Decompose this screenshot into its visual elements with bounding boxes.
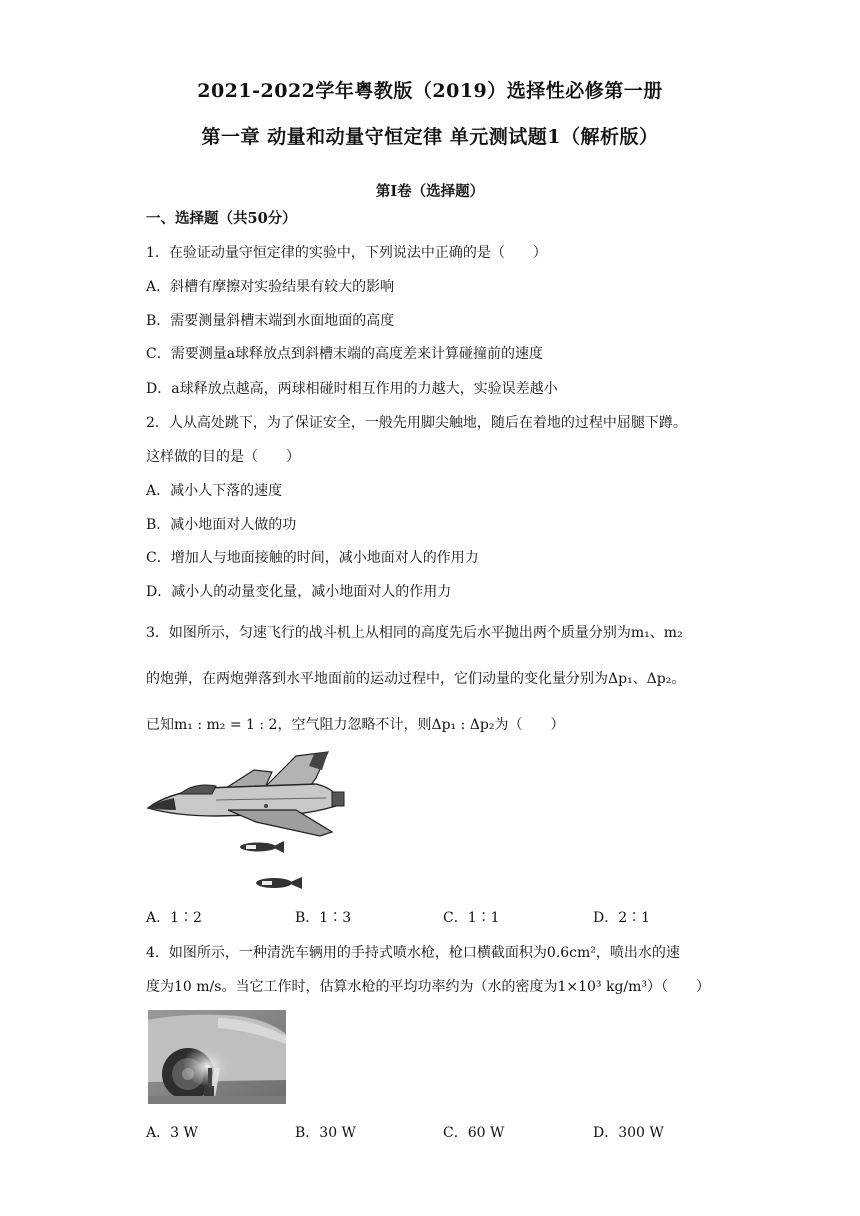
section-heading: 一、选择题（共50分） — [146, 210, 297, 227]
q2-option-d: D．减小人的动量变化量，减小地面对人的作用力 — [146, 584, 452, 600]
q3-stem-line1: 3．如图所示，匀速飞行的战斗机上从相同的高度先后水平抛出两个质量分别为m₁、m₂ — [146, 625, 683, 641]
q2-option-c: C．增加人与地面接触的时间，减小地面对人的作用力 — [146, 550, 479, 566]
q3-option-a: A．1∶2 — [146, 910, 202, 926]
exam-title-line2: 第一章 动量和动量守恒定律 单元测试题1（解析版） — [201, 126, 659, 148]
q4-option-d: D．300 W — [593, 1125, 664, 1141]
q1-stem: 1．在验证动量守恒定律的实验中，下列说法中正确的是（ ） — [146, 245, 547, 261]
q2-option-a: A．减小人下落的速度 — [146, 483, 283, 499]
q4-stem-line1: 4．如图所示，一种清洗车辆用的手持式喷水枪，枪口横截面积为0.6cm²，喷出水的速 — [146, 945, 680, 961]
q3-stem-line2: 的炮弹，在两炮弹落到水平地面前的运动过程中，它们动量的变化量分别为Δp₁、Δp₂。 — [146, 671, 686, 687]
volume-heading: 第Ⅰ卷（选择题） — [375, 183, 485, 200]
car-wash-photo — [148, 1010, 286, 1104]
q2-stem-line2: 这样做的目的是（ ） — [146, 449, 300, 465]
q1-option-c: C．需要测量a球释放点到斜槽末端的高度差来计算碰撞前的速度 — [146, 346, 544, 362]
q3-option-d: D．2∶1 — [593, 910, 651, 926]
q4-option-b: B．30 W — [295, 1125, 356, 1141]
q2-stem-line1: 2．人从高处跳下，为了保证安全，一般先用脚尖触地，随后在着地的过程中屈腿下蹲。 — [146, 415, 687, 431]
q1-option-b: B．需要测量斜槽末端到水面地面的高度 — [146, 313, 395, 329]
q1-option-a: A．斜槽有摩擦对实验结果有较大的影响 — [146, 279, 395, 295]
q3-option-b: B．1∶3 — [295, 910, 352, 926]
q4-option-a: A．3 W — [146, 1125, 198, 1141]
q3-option-c: C．1∶1 — [443, 910, 500, 926]
q4-option-c: C．60 W — [443, 1125, 505, 1141]
q4-options — [146, 1122, 746, 1142]
exam-title-line1: 2021-2022学年粤教版（2019）选择性必修第一册 — [197, 80, 663, 102]
bomb-1-icon — [240, 841, 284, 853]
fighter-jet-figure — [146, 748, 356, 893]
q4-stem-line2: 度为10 m/s。当它工作时，估算水枪的平均功率约为（水的密度为1×10³ kg/m³）（ ） — [146, 979, 711, 995]
q1-option-d: D．a球释放点越高，两球相碰时相互作用的力越大，实验误差越小 — [146, 381, 558, 397]
q3-stem-line3: 已知m₁ : m₂ = 1 : 2，空气阻力忽略不计，则Δp₁ : Δp₂为（ ） — [146, 717, 565, 733]
fighter-jet-icon — [148, 752, 344, 836]
bomb-2-icon — [256, 877, 302, 889]
q3-options — [146, 907, 746, 927]
q2-option-b: B．减小地面对人做的功 — [146, 517, 297, 533]
